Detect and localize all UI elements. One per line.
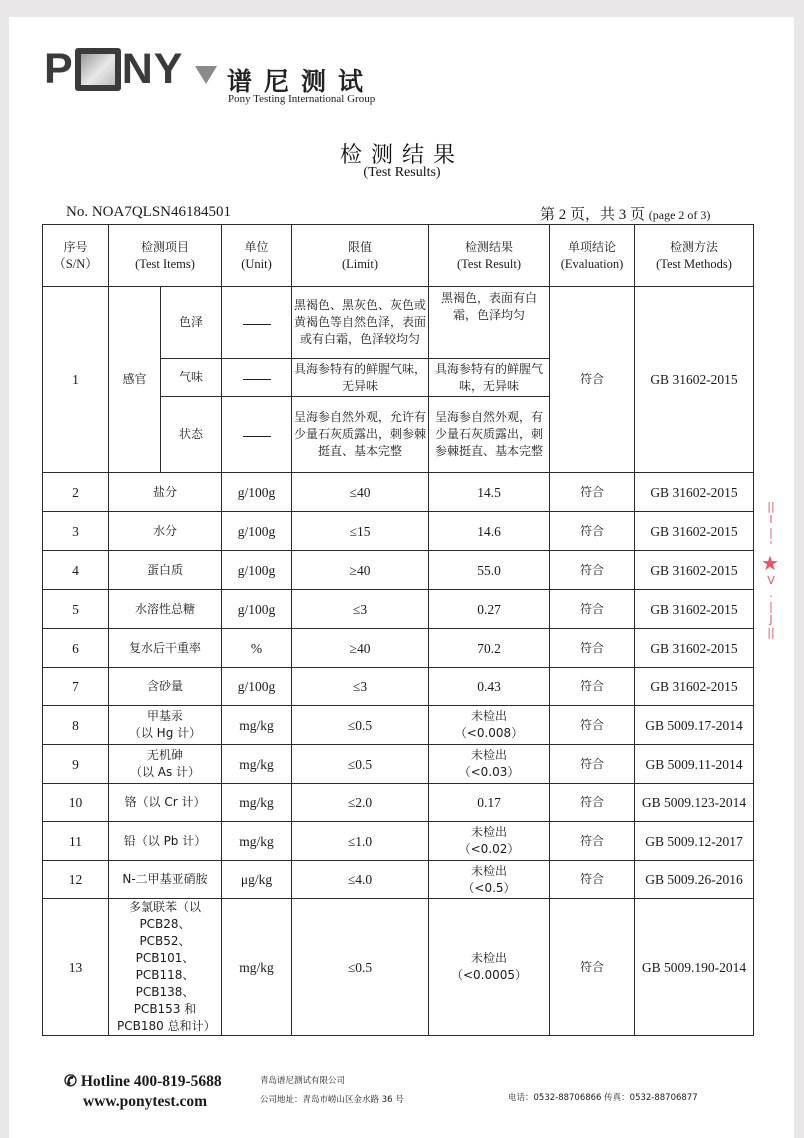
cell-limit: ≤2.0 xyxy=(292,784,429,822)
cell-unit: g/100g xyxy=(222,551,292,590)
red-seal-stamp: || I | ' ★ V . | J || xyxy=(761,500,779,639)
cell-unit: mg/kg xyxy=(222,784,292,822)
logo-letter-p: P xyxy=(44,45,74,93)
cell-result: 14.6 xyxy=(429,512,550,551)
cell-evaluation: 符合 xyxy=(550,706,635,745)
table-row xyxy=(43,784,754,822)
logo-letters-ny: NY xyxy=(121,45,184,93)
table-row xyxy=(43,590,754,629)
cell-unit: mg/kg xyxy=(222,822,292,861)
header-sn: 序号 （S/N） xyxy=(43,225,109,287)
table-row xyxy=(43,473,754,512)
cell-result: 0.17 xyxy=(429,784,550,822)
cell-result: 未检出 （<0.0005） xyxy=(429,899,550,1036)
cell-result: 黑褐色，表面有白霜，色泽均匀 xyxy=(429,287,550,359)
website-link[interactable]: www.ponytest.com xyxy=(83,1093,207,1110)
dash-placeholder xyxy=(243,324,271,325)
cell-sn: 1 xyxy=(43,287,109,473)
page-indicator xyxy=(540,203,710,224)
cell-result: 未检出 （<0.008） xyxy=(429,706,550,745)
cell-limit: ≥40 xyxy=(292,551,429,590)
cell-unit: g/100g xyxy=(222,512,292,551)
cell-limit: ≤0.5 xyxy=(292,745,429,784)
cell-limit: ≤1.0 xyxy=(292,822,429,861)
cell-method: GB 31602-2015 xyxy=(635,473,754,512)
cell-result: 未检出 （<0.5） xyxy=(429,861,550,899)
cell-method: GB 5009.11-2014 xyxy=(635,745,754,784)
logo-english-name: Pony Testing International Group xyxy=(228,93,376,105)
table-row xyxy=(43,899,754,1036)
logo-chinese-name: 谱尼测试 xyxy=(227,67,376,96)
cell-method: GB 5009.17-2014 xyxy=(635,706,754,745)
table-row xyxy=(43,745,754,784)
cell-item: 无机砷 （以 As 计） xyxy=(109,745,222,784)
cell-evaluation: 符合 xyxy=(550,822,635,861)
table-row xyxy=(43,706,754,745)
cell-limit: ≤3 xyxy=(292,590,429,629)
company-address: 公司地址：青岛市崂山区金水路 36 号 xyxy=(260,1095,404,1105)
hotline-text: Hotline 400-819-5688 xyxy=(80,1073,222,1090)
cell-method: GB 31602-2015 xyxy=(635,287,754,473)
cell-evaluation: 符合 xyxy=(550,861,635,899)
cell-sn: 7 xyxy=(43,668,109,706)
cell-item: 甲基汞 （以 Hg 计） xyxy=(109,706,222,745)
cell-method: GB 31602-2015 xyxy=(635,668,754,706)
cell-sn: 11 xyxy=(43,822,109,861)
cell-limit: ≥40 xyxy=(292,629,429,668)
cell-subitem: 色泽 xyxy=(161,287,222,359)
cell-result: 0.27 xyxy=(429,590,550,629)
cell-evaluation: 符合 xyxy=(550,287,635,473)
cell-evaluation: 符合 xyxy=(550,590,635,629)
header-limit: 限值 (Limit) xyxy=(292,225,429,287)
cell-item: 感官 xyxy=(109,287,161,473)
cell-limit: ≤0.5 xyxy=(292,706,429,745)
cell-unit xyxy=(222,397,292,473)
cell-item: N-二甲基亚硝胺 xyxy=(109,861,222,899)
company-name: 青岛谱尼测试有限公司 xyxy=(260,1076,346,1086)
table-row xyxy=(43,551,754,590)
header-test-methods: 检测方法 (Test Methods) xyxy=(635,225,754,287)
cell-sn: 9 xyxy=(43,745,109,784)
cell-item: 水分 xyxy=(109,512,222,551)
cell-result: 呈海参自然外观，有少量石灰质露出，刺参棘挺直、基本完整 xyxy=(429,397,550,473)
cell-subitem: 状态 xyxy=(161,397,222,473)
dash-placeholder xyxy=(243,436,271,437)
table-header-row xyxy=(43,225,754,287)
cell-unit: g/100g xyxy=(222,590,292,629)
page-title: 检测结果 xyxy=(339,143,464,168)
pony-logo xyxy=(44,45,184,93)
cell-evaluation: 符合 xyxy=(550,473,635,512)
cell-result: 70.2 xyxy=(429,629,550,668)
cell-unit xyxy=(222,287,292,359)
cell-evaluation: 符合 xyxy=(550,784,635,822)
table-row xyxy=(43,629,754,668)
cell-result: 0.43 xyxy=(429,668,550,706)
phone-icon: ✆ xyxy=(64,1073,77,1090)
page-subtitle: (Test Results) xyxy=(363,165,441,180)
cell-sn: 2 xyxy=(43,473,109,512)
stamp-star-icon: ★ xyxy=(761,551,779,575)
cell-unit: mg/kg xyxy=(222,706,292,745)
cell-limit: 黑褐色、黑灰色、灰色或黄褐色等自然色泽，表面或有白霜，色泽较均匀 xyxy=(292,287,429,359)
table-row xyxy=(43,822,754,861)
cell-item: 多氯联苯（以PCB28、PCB52、PCB101、PCB118、PCB138、PCB153 和PCB180 总和计） xyxy=(109,899,222,1036)
cell-limit: ≤4.0 xyxy=(292,861,429,899)
cell-evaluation: 符合 xyxy=(550,551,635,590)
cell-item: 蛋白质 xyxy=(109,551,222,590)
cell-method: GB 5009.26-2016 xyxy=(635,861,754,899)
cell-limit: 具海参特有的鲜腥气味，无异味 xyxy=(292,359,429,397)
hotline xyxy=(64,1072,222,1091)
cell-method: GB 5009.123-2014 xyxy=(635,784,754,822)
table-row xyxy=(43,287,754,359)
cell-method: GB 31602-2015 xyxy=(635,590,754,629)
header-unit: 单位 (Unit) xyxy=(222,225,292,287)
cell-evaluation: 符合 xyxy=(550,629,635,668)
results-table xyxy=(42,224,754,1036)
cell-item: 铅（以 Pb 计） xyxy=(109,822,222,861)
cell-result: 未检出 （<0.02） xyxy=(429,822,550,861)
cell-unit: mg/kg xyxy=(222,745,292,784)
cell-evaluation: 符合 xyxy=(550,668,635,706)
cell-sn: 6 xyxy=(43,629,109,668)
cell-result: 14.5 xyxy=(429,473,550,512)
header-evaluation: 单项结论 (Evaluation) xyxy=(550,225,635,287)
cell-evaluation: 符合 xyxy=(550,899,635,1036)
page-indicator-en: (page 2 of 3) xyxy=(648,208,711,222)
cell-unit: % xyxy=(222,629,292,668)
table-row xyxy=(43,668,754,706)
cell-limit: 呈海参自然外观，允许有少量石灰质露出，刺参棘挺直、基本完整 xyxy=(292,397,429,473)
cell-unit xyxy=(222,359,292,397)
cell-method: GB 5009.12-2017 xyxy=(635,822,754,861)
phone-fax: 电话：0532-88706866 传真：0532-88706877 xyxy=(508,1093,698,1103)
header-test-items: 检测项目 (Test Items) xyxy=(109,225,222,287)
cell-method: GB 31602-2015 xyxy=(635,629,754,668)
cell-unit: μg/kg xyxy=(222,861,292,899)
cell-method: GB 31602-2015 xyxy=(635,551,754,590)
cell-sn: 10 xyxy=(43,784,109,822)
cell-item: 盐分 xyxy=(109,473,222,512)
cell-limit: ≤0.5 xyxy=(292,899,429,1036)
cell-result: 55.0 xyxy=(429,551,550,590)
cell-subitem: 气味 xyxy=(161,359,222,397)
cell-sn: 13 xyxy=(43,899,109,1036)
cell-sn: 8 xyxy=(43,706,109,745)
cell-result: 未检出 （<0.03） xyxy=(429,745,550,784)
cell-sn: 4 xyxy=(43,551,109,590)
cell-item: 水溶性总糖 xyxy=(109,590,222,629)
logo-o-square-icon xyxy=(75,48,121,91)
table-row xyxy=(43,512,754,551)
cell-unit: g/100g xyxy=(222,668,292,706)
cell-item: 铬（以 Cr 计） xyxy=(109,784,222,822)
cell-evaluation: 符合 xyxy=(550,512,635,551)
cell-item: 复水后干重率 xyxy=(109,629,222,668)
cell-unit: mg/kg xyxy=(222,899,292,1036)
header-test-result: 检测结果 (Test Result) xyxy=(429,225,550,287)
cell-method: GB 31602-2015 xyxy=(635,512,754,551)
cell-unit: g/100g xyxy=(222,473,292,512)
cell-sn: 12 xyxy=(43,861,109,899)
cell-limit: ≤3 xyxy=(292,668,429,706)
cell-limit: ≤15 xyxy=(292,512,429,551)
cell-method: GB 5009.190-2014 xyxy=(635,899,754,1036)
logo-triangle-icon xyxy=(195,66,217,84)
cell-result: 具海参特有的鲜腥气味，无异味 xyxy=(429,359,550,397)
page-indicator-cn: 第 2 页，共 3 页 xyxy=(540,207,646,223)
cell-limit: ≤40 xyxy=(292,473,429,512)
report-number: No. NOA7QLSN46184501 xyxy=(66,204,231,220)
cell-sn: 5 xyxy=(43,590,109,629)
cell-sn: 3 xyxy=(43,512,109,551)
dash-placeholder xyxy=(243,379,271,380)
cell-evaluation: 符合 xyxy=(550,745,635,784)
table-row xyxy=(43,861,754,899)
cell-item: 含砂量 xyxy=(109,668,222,706)
